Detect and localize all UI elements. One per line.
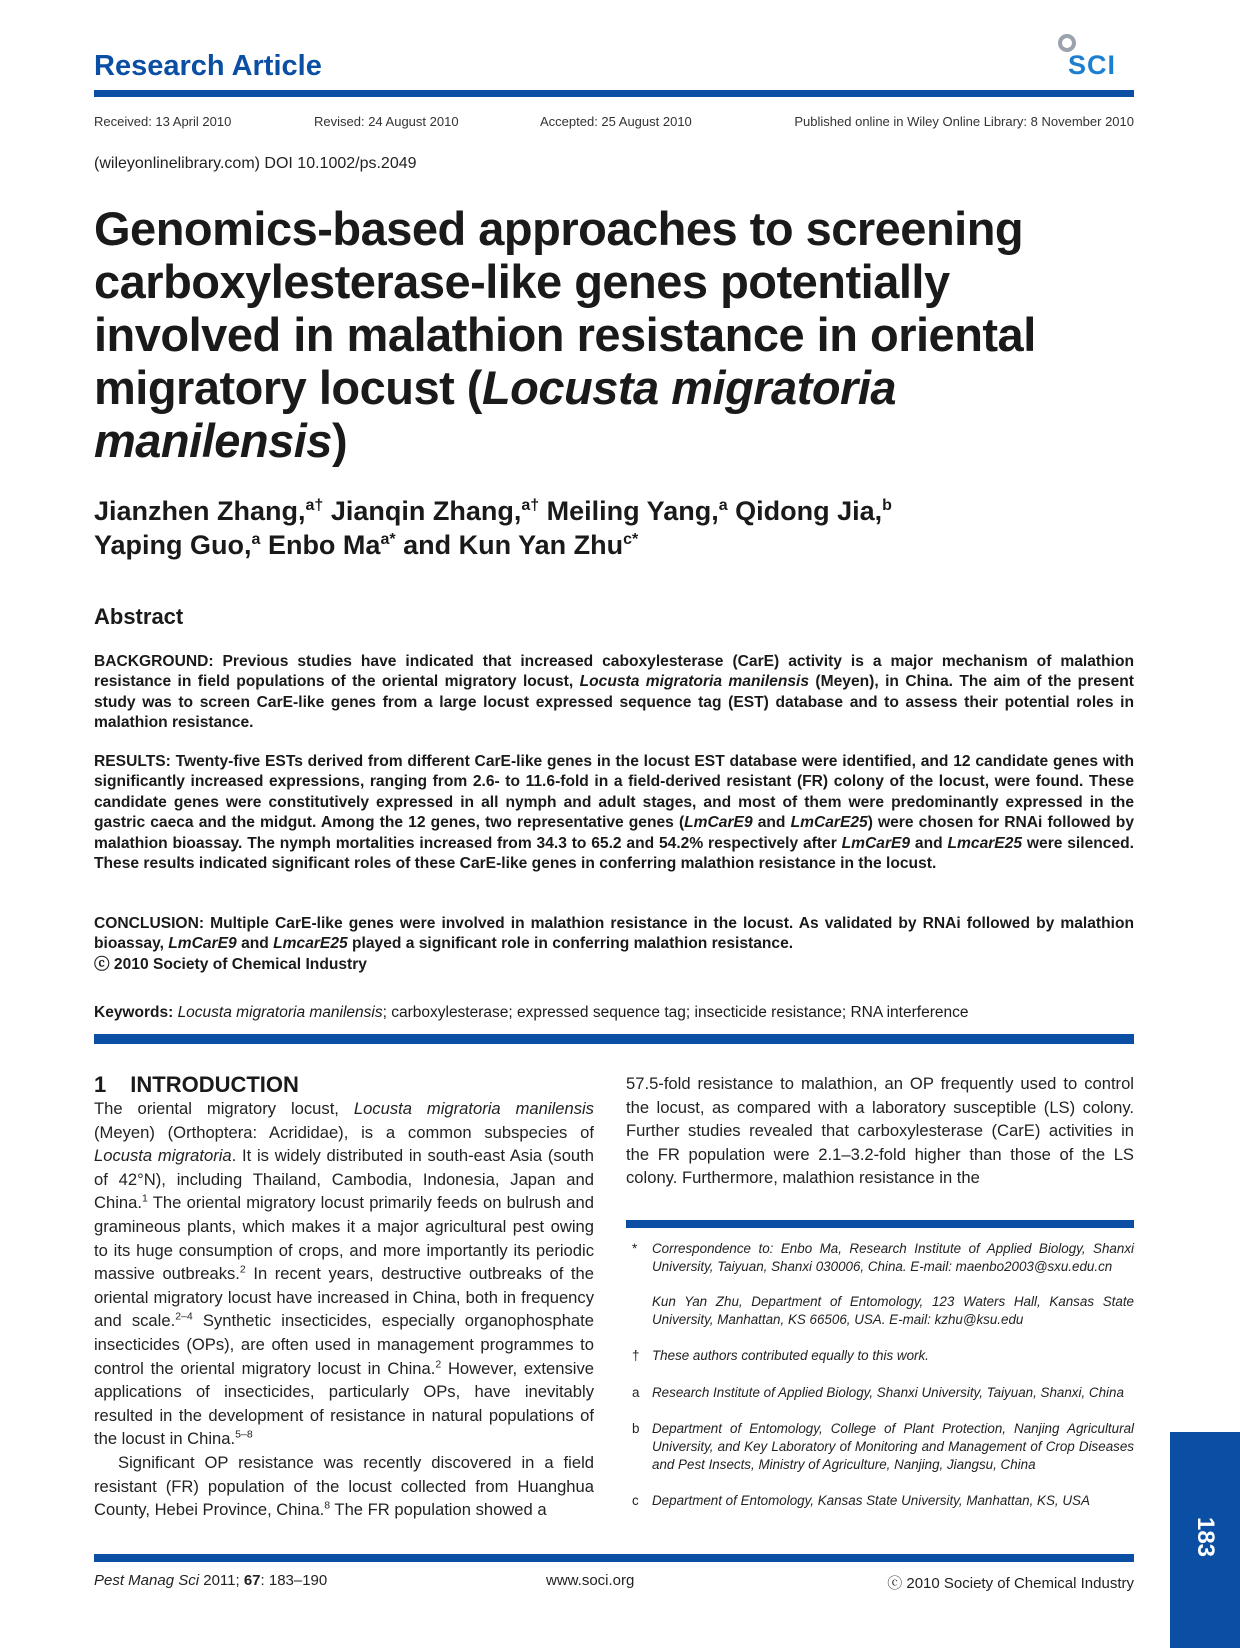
author: Enbo $Ma^{a*}$ (267, 530, 396, 560)
keywords: Keywords: Locusta migratoria manilensis; carboxylesterase; expressed sequence tag; insecticide resistance; RNA interference (94, 1004, 969, 1021)
paragraph: 57.5-fold resistance to malathion, an OP frequently used to control the locust, as compared with a laboratory susceptible (LS) colony. Further studies revealed that carboxylesterase (CarE) activities in the FR population were 2.1–3.2-fold higher than those of the LS colony. Furthermore, malathion resistance in the (626, 1074, 1134, 1188)
title-line: manilensis) (94, 414, 348, 467)
abstract-copyright: ⓒ 2010 Society of Chemical Industry (94, 955, 367, 973)
title-line: Genomics-based approaches to screening (94, 202, 1024, 255)
footer-rule (94, 1554, 1134, 1562)
footnote-rule (626, 1220, 1134, 1228)
footer-copyright: ⓒ 2010 Society of Chemical Industry (887, 1575, 1134, 1592)
published-date: Published online in Wiley Online Library: 8 November 2010 (794, 114, 1134, 129)
abstract-heading: Abstract (94, 604, 184, 629)
body-column-right (626, 1072, 1134, 1190)
section-rule (94, 1034, 1134, 1044)
article-title (94, 202, 1094, 467)
abstract-results: RESULTS: Twenty-five ESTs derived from different CarE-like genes in the locust EST database were identified, and 12 candidate genes with significantly increased expressions, ranging from 2.6- to 11.6-fold in a field-derived resistant (FR) colony of the locust, were found. These candidate genes were constitutively expressed in all nymph and adult stages, and most of them were predominantly expressed in the gastric caeca and the midgut. Among the 12 genes, two representative genes (LmCarE9 and LmCarE25) were chosen for RNAi followed by malathion bioassay. The nymph mortalities increased from 34.3 to 65.2 and 54.2% respectively after LmCarE9 and LmcarE25 were silenced. These results indicated significant roles of these CarE-like genes in conferring malathion resistance in the locust. (94, 753, 1134, 873)
body-column-left (94, 1097, 594, 1522)
author-line (94, 494, 1094, 528)
page-number-tab (1170, 1432, 1240, 1648)
paragraph: The oriental migratory locust, Locusta migratoria manilensis (Meyen) (Orthoptera: Acrididae), is a common subspecies of Locusta migratoria. It is widely distributed in south-east Asia (south of 42°N), including Thailand, Cambodia, Indonesia, Japan and China.$^1$ The oriental migratory locust primarily feeds on bulrush and gramineous plants, which makes it a major agricultural pest owing to its huge consumption of crops, and more importantly its periodic massive outbreaks.$^2$ In recent years, destructive outbreaks of the oriental migratory locust have increased in China, both in frequency and scale.$^{2-4}$ Synthetic insecticides, especially organophosphate insecticides (OPs), are often used in management programmes to control the oriental migratory locust in China.$^2$ However, extensive applications of insecticides, particularly OPs, have inevitably resulted in the development of resistance in natural populations of the locust in China.$^{5-8}$ (94, 1099, 594, 1449)
accepted-date: Accepted: 25 August 2010 (540, 114, 692, 129)
page-number: 183 (1192, 1516, 1219, 1558)
sci-logo (1058, 30, 1138, 84)
author: Meiling Yang,$^a$ (546, 496, 728, 526)
journal-citation: Pest Manag Sci 2011; 67: 183–190 (94, 1572, 328, 1589)
author: Jianqin Zhang,$^{a\dagger}$ (330, 496, 540, 526)
title-line: carboxylesterase-like genes potentially (94, 255, 950, 308)
section-heading: 1 INTRODUCTION (94, 1072, 299, 1097)
revised-date: Revised: 24 August 2010 (314, 114, 459, 129)
author-list (94, 494, 1094, 562)
paragraph: Significant OP resistance was recently discovered in a field resistant (FR) population of the locust collected from Huanghua County, Hebei Province, China.$^8$ The FR population showed a (94, 1452, 594, 1520)
author-line (94, 528, 1094, 562)
header-rule (94, 90, 1134, 97)
author: Qidong Jia,$^b$ (735, 496, 892, 526)
article-type-label: Research Article (94, 50, 322, 82)
title-line: involved in malathion resistance in oriental (94, 308, 1036, 361)
author: and Kun Yan Zhu$^{c*}$ (403, 530, 639, 560)
title-line: migratory locust (Locusta migratoria (94, 361, 897, 414)
journal-website: www.soci.org (546, 1572, 635, 1589)
logo-text: SCI (1068, 50, 1117, 80)
author: Jianzhen Zhang,$^{a\dagger}$ (94, 496, 324, 526)
abstract-conclusion: CONCLUSION: Multiple CarE-like genes were involved in malathion resistance in the locust. As validated by RNAi followed by malathion bioassay, LmCarE9 and LmcarE25 played a significant role in conferring malathion resistance. ⓒ 2010 Society of Chemical Industry (94, 915, 1134, 973)
received-date: Received: 13 April 2010 (94, 114, 232, 129)
author: Yaping Guo,$^a$ (94, 530, 261, 560)
doi-line: (wileyonlinelibrary.com) DOI 10.1002/ps.2049 (94, 155, 417, 172)
abstract-background: BACKGROUND: Previous studies have indicated that increased caboxylesterase (CarE) activity is a major mechanism of malathion resistance in field populations of the oriental migratory locust, Locusta migratoria manilensis (Meyen), in China. The aim of the present study was to screen CarE-like genes from a large locust expressed sequence tag (EST) database and to assess their potential roles in malathion resistance. (94, 653, 1134, 732)
